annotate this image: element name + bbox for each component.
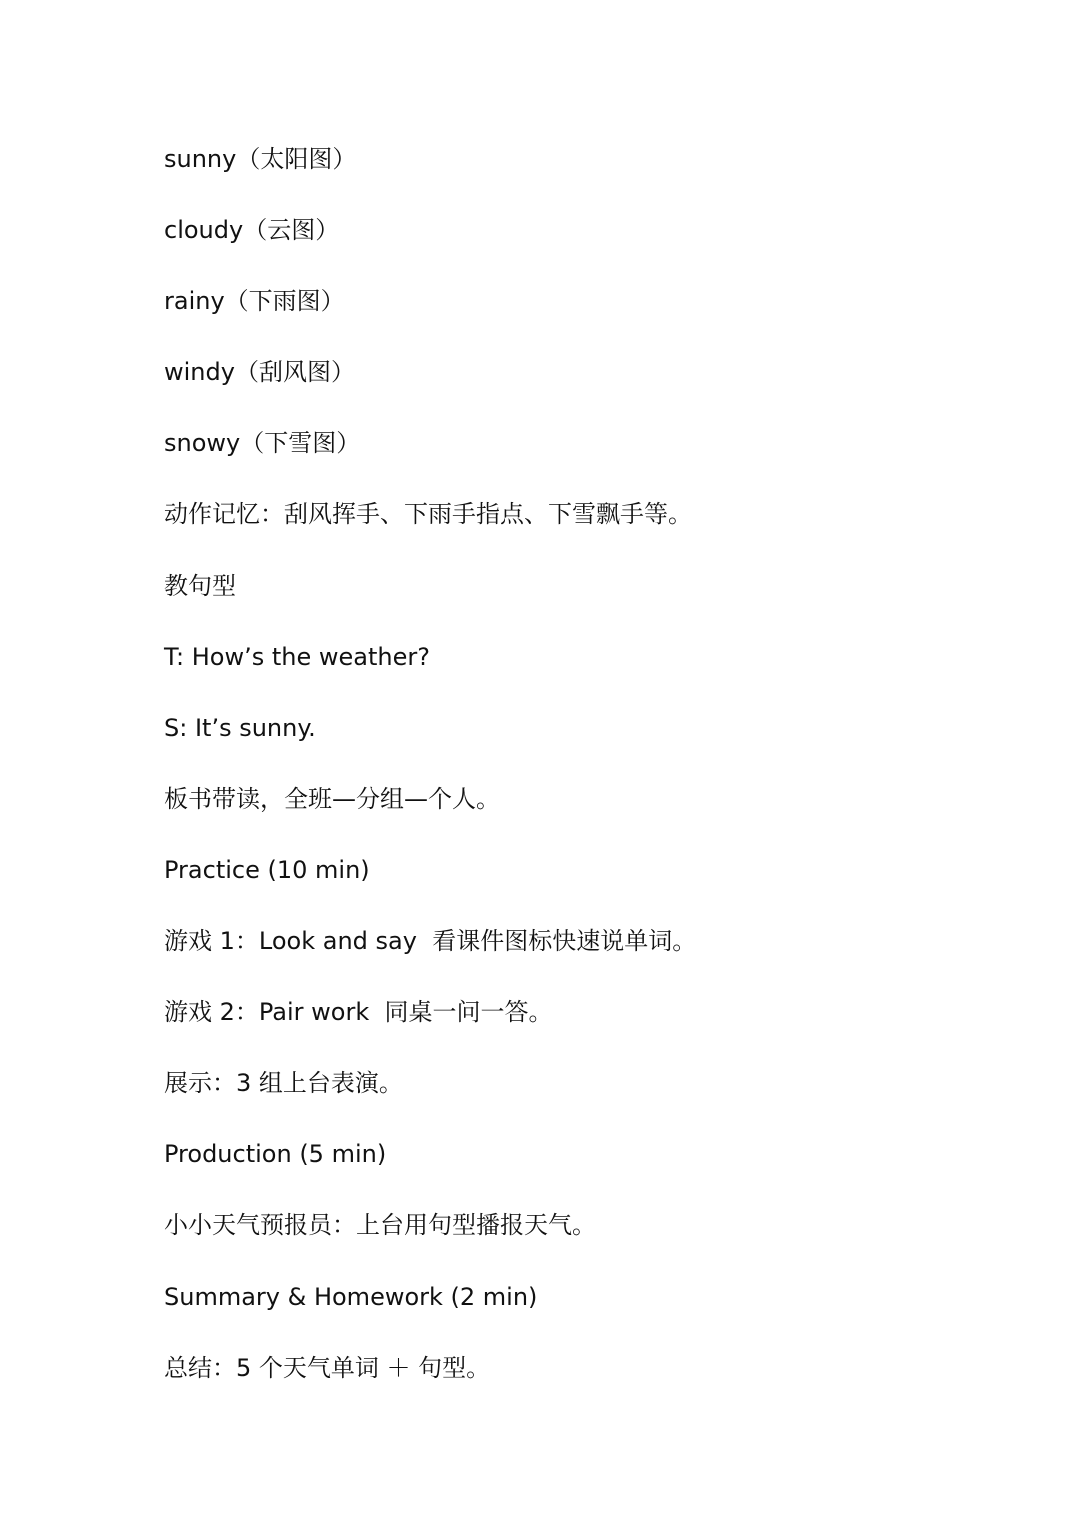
summary-homework-heading: Summary & Homework (2 min) bbox=[164, 1282, 538, 1311]
action-memory-line: 动作记忆：刮风挥手、下雨手指点、下雪飘手等。 bbox=[164, 500, 692, 529]
teach-sentence-heading: 教句型 bbox=[164, 571, 236, 600]
weather-reporter-line: 小小天气预报员：上台用句型播报天气。 bbox=[164, 1211, 596, 1240]
production-heading: Production (5 min) bbox=[164, 1140, 387, 1169]
vocab-snowy: snowy（下雪图） bbox=[164, 429, 361, 458]
show-line: 展示：3 组上台表演。 bbox=[164, 1069, 403, 1098]
teacher-question-line: T: How’s the weather? bbox=[164, 642, 430, 671]
vocab-sunny: sunny（太阳图） bbox=[164, 145, 357, 173]
student-answer-line: S: It’s sunny. bbox=[164, 713, 316, 742]
vocab-rainy: rainy（下雨图） bbox=[164, 287, 345, 316]
summary-line: 总结：5 个天气单词 ＋ 句型。 bbox=[164, 1353, 491, 1382]
game-2-line: 游戏 2：Pair work 同桌一问一答。 bbox=[164, 998, 553, 1027]
vocab-windy: windy（刮风图） bbox=[164, 358, 355, 387]
game-1-line: 游戏 1：Look and say 看课件图标快速说单词。 bbox=[164, 927, 697, 956]
board-reading-line: 板书带读，全班—分组—个人。 bbox=[164, 784, 500, 813]
vocab-cloudy: cloudy（云图） bbox=[164, 216, 340, 245]
lesson-plan-text bbox=[164, 138, 984, 1418]
practice-heading: Practice (10 min) bbox=[164, 855, 370, 884]
